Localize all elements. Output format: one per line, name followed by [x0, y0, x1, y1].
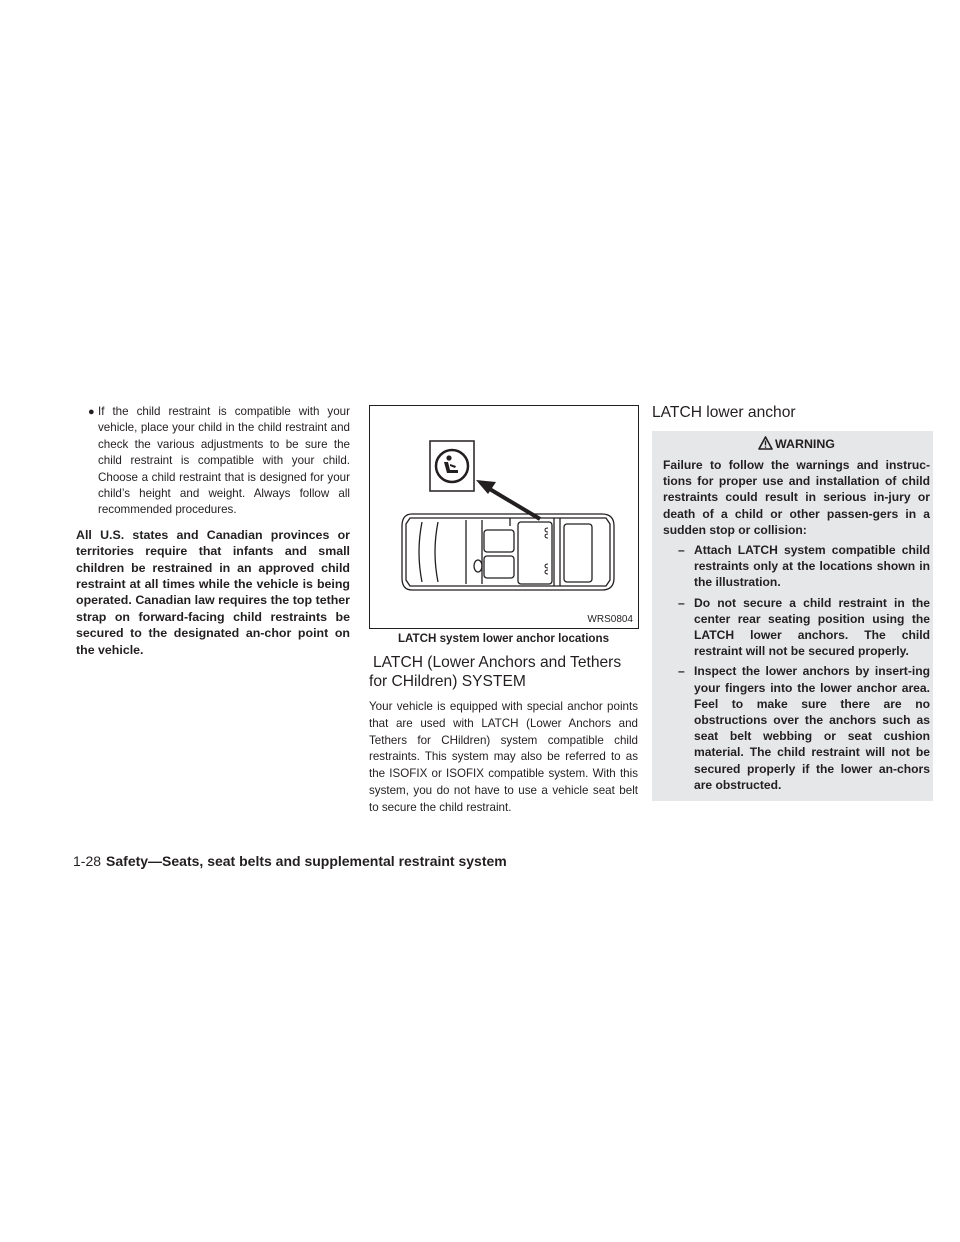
latch-figure	[369, 405, 639, 629]
bullet-marker: ●	[88, 406, 95, 418]
subsection-heading: LATCH lower anchor	[652, 404, 796, 421]
bold-paragraph: All U.S. states and Canadian provinces or territories require that infants and small children be restrained in an approved child restraint at all times while the vehicle is being operated. Canadian law requires the top tether strap on forward-facing child restraints be secured to the designated an-chor point on the vehicle.	[76, 527, 350, 657]
warning-item	[663, 595, 930, 660]
middle-column	[369, 405, 638, 817]
figure-caption: LATCH system lower anchor locations	[397, 632, 610, 645]
warning-title-text: WARNING	[775, 437, 835, 451]
right-column	[652, 405, 933, 801]
warning-item	[663, 542, 930, 591]
body-paragraph: Your vehicle is equipped with special anchor points that are used with LATCH (Lower Anchors and Tethers for CHildren) system compatible child restraints. This system may also be referred to as the ISOFIX or ISOFIX compatible system. With this system, you do not have to use a vehicle seat belt to secure the child restraint.	[369, 700, 638, 814]
warning-item-text: Attach LATCH system compatible child restraints only at the locations shown in the illustration.	[694, 543, 930, 590]
anchor-marks	[545, 528, 548, 574]
warning-item	[663, 663, 930, 793]
left-column	[76, 404, 350, 658]
warning-intro: Failure to follow the warnings and instruc-tions for proper use and installation of child restraints could result in serious in-jury or death of a child or other passen-gers in a sudden stop or collision:	[663, 458, 930, 537]
page-number: 1-28	[73, 853, 102, 869]
child-seat-icon	[444, 455, 458, 473]
dash-marker: –	[678, 595, 685, 610]
vehicle-outline	[402, 514, 614, 590]
warning-title	[663, 436, 930, 451]
vehicle-diagram	[370, 406, 638, 628]
warning-item-text: Inspect the lower anchors by insert-ing your fingers into the lower anchor area. Feel to make sure there are no obstructions over the anchors such as seat belt webbing or seat cushion material. The child restraint will not be secured properly if the lower an-chors are obstructed.	[694, 664, 930, 792]
figure-code: WRS0804	[587, 614, 633, 625]
bullet-item	[76, 404, 350, 519]
section-heading: LATCH (Lower Anchors and Tethers for CHildren) SYSTEM	[369, 654, 622, 690]
warning-box	[652, 431, 933, 801]
dash-marker: –	[678, 664, 685, 679]
warning-item-text: Do not secure a child restraint in the center rear seating position using the LATCH lower anchors. The child restraint will not be secured properly.	[694, 595, 930, 659]
bullet-text: If the child restraint is compatible with your vehicle, place your child in the child restraint and check the various adjustments to be sure the child restraint is compatible with your child. Choose a child restraint that is designed for your child’s height and weight. Always follow all recommended procedures.	[98, 405, 350, 517]
chapter-title: Safety—Seats, seat belts and supplemental restraint system	[106, 853, 507, 869]
dash-marker: –	[678, 543, 685, 558]
page-footer	[73, 853, 507, 869]
warning-triangle-icon	[758, 436, 773, 450]
